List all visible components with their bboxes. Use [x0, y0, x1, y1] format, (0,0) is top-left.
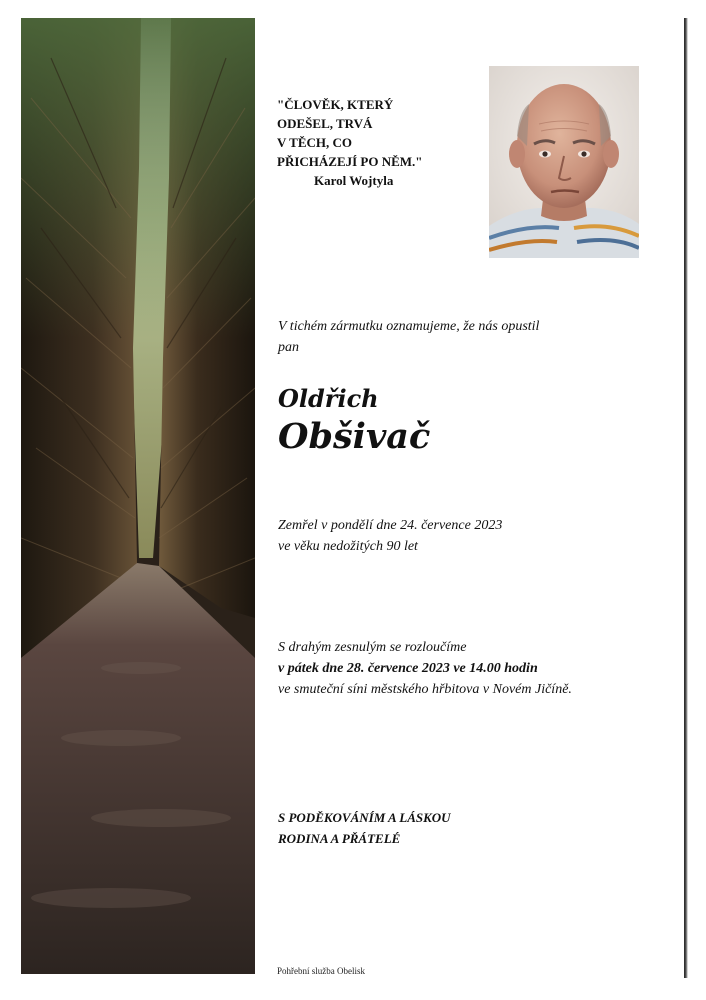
intro-line: V tichém zármutku oznamujeme, že nás opustil [278, 319, 540, 334]
deceased-first-name: Oldřich [278, 384, 379, 413]
intro-line: pan [278, 340, 299, 355]
ceremony-place-line: ve smuteční síni městského hřbitova v Novém Jičíně. [278, 682, 572, 697]
quote-line: V TĚCH, CO [277, 135, 353, 150]
age-line: ve věku nedožitých 90 let [278, 539, 418, 554]
farewell-info [278, 637, 678, 700]
page-edge-shadow [684, 18, 688, 978]
death-info [278, 515, 658, 557]
quote-line: PŘICHÁZEJÍ PO NĚM." [277, 154, 423, 169]
quote-block [277, 95, 477, 190]
signature-block [278, 807, 658, 849]
thanks-line: S PODĚKOVÁNÍM A LÁSKOU [278, 810, 451, 825]
quote-author: Karol Wojtyla [314, 173, 394, 188]
farewell-line: S drahým zesnulým se rozloučíme [278, 640, 467, 655]
family-line: RODINA A PŘÁTELÉ [278, 831, 401, 846]
forest-path-photo [21, 18, 255, 974]
announcement-intro [278, 316, 638, 358]
ceremony-date-line: v pátek dne 28. července 2023 ve 14.00 hodin [278, 661, 538, 676]
quote-line: "ČLOVĚK, KTERÝ [277, 97, 394, 112]
portrait-photo [489, 66, 639, 258]
funeral-service-credit: Pohřební služba Obelisk [277, 966, 365, 976]
death-date-line: Zemřel v pondělí dne 24. července 2023 [278, 518, 503, 533]
deceased-last-name: Obšivač [278, 416, 431, 457]
quote-line: ODEŠEL, TRVÁ [277, 116, 373, 131]
